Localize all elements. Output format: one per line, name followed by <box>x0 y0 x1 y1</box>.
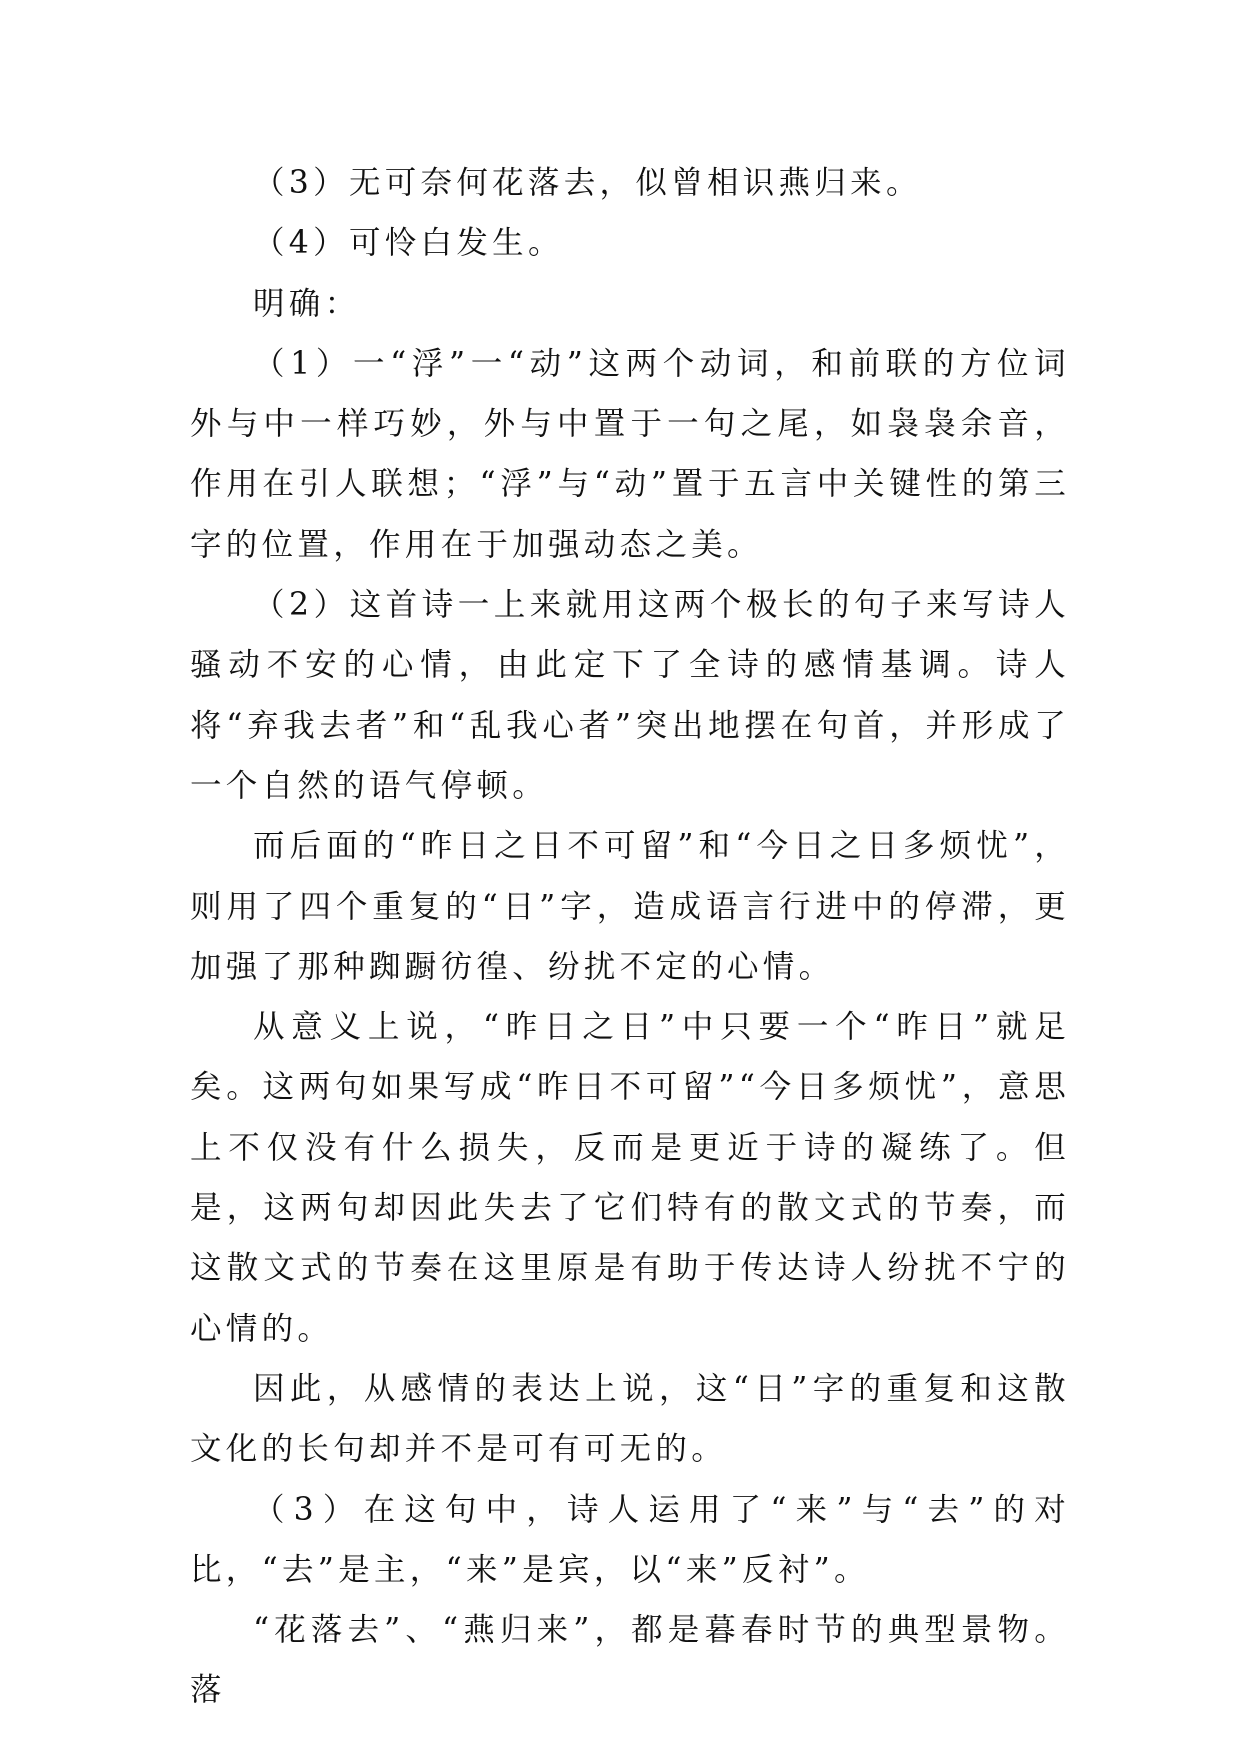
paragraph-answer-2: （2）这首诗一上来就用这两个极长的句子来写诗人骚动不安的心情，由此定下了全诗的感情基调。诗人将“弃我去者”和“乱我心者”突出地摆在句首，并形成了一个自然的语气停顿。 <box>190 587 1070 804</box>
paragraph-emotion-analysis: 因此，从感情的表达上说，这“日”字的重复和这散文化的长句却并不是可有可无的。 <box>190 1370 1070 1468</box>
paragraph-answer-3: （3）在这句中，诗人运用了“来”与“去”的对比，“去”是主，“来”是宾，以“来”反衬”。 <box>190 1491 1070 1588</box>
paragraph-meaning-analysis: 从意义上说，“昨日之日”中只要一个“昨日”就足矣。这两句如果写成“昨日不可留”“今日多烦忧”，意思上不仅没有什么损失，反而是更近于诗的凝练了。但是，这两句却因此失去了它们特有的散文式的节奏，而这散文式的节奏在这里原是有助于传达诗人纷扰不宁的心情的。 <box>190 1009 1070 1347</box>
document-body <box>190 153 1070 1721</box>
paragraph-answer-heading: 明确： <box>253 285 361 322</box>
paragraph-answer-1: （1）一“浮”一“动”这两个动词，和前联的方位词外与中一样巧妙，外与中置于一句之尾，如袅袅余音，作用在引人联想；“浮”与“动”置于五言中关键性的第三字的位置，作用在于加强动态之美。 <box>190 345 1070 563</box>
paragraph-answer-3-continued: “花落去”、“燕归来”，都是暮春时节的典型景物。落 <box>190 1612 1070 1709</box>
paragraph-poem-line-4: （4）可怜白发生。 <box>253 225 564 262</box>
paragraph-answer-2-continued: 而后面的“昨日之日不可留”和“今日之日多烦忧”，则用了四个重复的“日”字，造成语言行进中的停滞，更加强了那种踟蹰彷徨、纷扰不定的心情。 <box>190 828 1070 985</box>
paragraph-poem-line-3: （3）无可奈何花落去，似曾相识燕归来。 <box>253 165 922 201</box>
